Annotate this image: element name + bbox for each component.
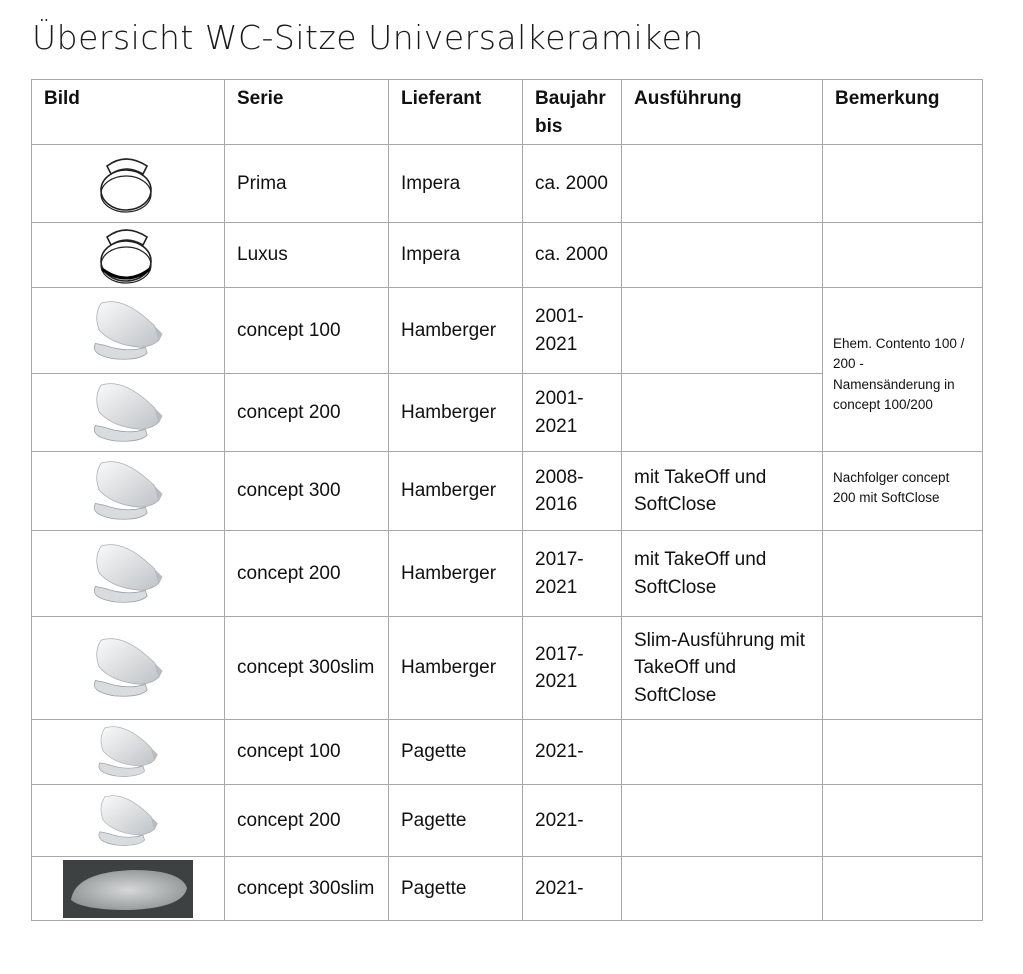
serie-cell: Luxus (225, 223, 389, 288)
ausfuehrung-cell: mit TakeOff und SoftClose (622, 531, 823, 617)
lieferant-cell: Hamberger (389, 374, 523, 452)
serie-cell: concept 100 (225, 288, 389, 374)
baujahr-cell: 2021- (523, 785, 622, 857)
table-row (32, 857, 983, 921)
table-row (32, 452, 983, 531)
header-lieferant: Lieferant (389, 80, 523, 145)
table-row (32, 145, 983, 223)
toilet-seat-photo-icon (32, 374, 225, 452)
table-row (32, 531, 983, 617)
header-row (32, 80, 983, 145)
bemerkung-cell (823, 531, 983, 617)
toilet-seat-photo-icon (32, 531, 225, 617)
header-baujahr: Baujahr bis (523, 80, 622, 145)
toilet-seat-photo-icon (32, 288, 225, 374)
bemerkung-cell (823, 145, 983, 223)
table-row (32, 288, 983, 374)
lieferant-cell: Hamberger (389, 452, 523, 531)
serie-cell: concept 100 (225, 720, 389, 785)
baujahr-cell: 2017-2021 (523, 531, 622, 617)
lieferant-cell: Impera (389, 223, 523, 288)
serie-cell: concept 300slim (225, 617, 389, 720)
bemerkung-cell (823, 223, 983, 288)
serie-cell: Prima (225, 145, 389, 223)
header-bild: Bild (32, 80, 225, 145)
bemerkung-cell: Nachfolger concept 200 mit SoftClose (823, 452, 983, 531)
lieferant-cell: Pagette (389, 720, 523, 785)
toilet-seat-sketch-icon (32, 223, 225, 288)
table-row (32, 617, 983, 720)
toilet-seat-photo-icon (32, 617, 225, 720)
bemerkung-cell (823, 720, 983, 785)
serie-cell: concept 200 (225, 531, 389, 617)
wc-seat-table (31, 79, 983, 921)
ausfuehrung-cell (622, 785, 823, 857)
table-row (32, 223, 983, 288)
lieferant-cell: Impera (389, 145, 523, 223)
toilet-seat-photo-icon (32, 720, 225, 785)
bemerkung-cell: Ehem. Contento 100 / 200 - Namensänderung in concept 100/200 (823, 288, 983, 452)
header-serie: Serie (225, 80, 389, 145)
header-bemerkung: Bemerkung (823, 80, 983, 145)
page-title: Übersicht WC-Sitze Universalkeramiken (32, 18, 704, 57)
lieferant-cell: Pagette (389, 857, 523, 921)
ausfuehrung-cell (622, 223, 823, 288)
lieferant-cell: Pagette (389, 785, 523, 857)
ausfuehrung-cell (622, 720, 823, 785)
ausfuehrung-cell (622, 288, 823, 374)
lieferant-cell: Hamberger (389, 531, 523, 617)
baujahr-cell: 2021- (523, 857, 622, 921)
baujahr-cell: 2021- (523, 720, 622, 785)
lieferant-cell: Hamberger (389, 617, 523, 720)
ausfuehrung-cell (622, 374, 823, 452)
serie-cell: concept 300 (225, 452, 389, 531)
lieferant-cell: Hamberger (389, 288, 523, 374)
serie-cell: concept 200 (225, 785, 389, 857)
toilet-seat-closed-photo-icon (32, 857, 225, 921)
toilet-seat-photo-icon (32, 785, 225, 857)
baujahr-cell: 2008-2016 (523, 452, 622, 531)
baujahr-cell: ca. 2000 (523, 223, 622, 288)
ausfuehrung-cell: mit TakeOff und SoftClose (622, 452, 823, 531)
table-row (32, 785, 983, 857)
ausfuehrung-cell: Slim-Ausführung mit TakeOff und SoftClose (622, 617, 823, 720)
baujahr-cell: 2001-2021 (523, 288, 622, 374)
bemerkung-cell (823, 785, 983, 857)
bemerkung-cell (823, 857, 983, 921)
serie-cell: concept 300slim (225, 857, 389, 921)
toilet-seat-photo-icon (32, 452, 225, 531)
toilet-seat-sketch-icon (32, 145, 225, 223)
baujahr-cell: ca. 2000 (523, 145, 622, 223)
baujahr-cell: 2017-2021 (523, 617, 622, 720)
baujahr-cell: 2001-2021 (523, 374, 622, 452)
serie-cell: concept 200 (225, 374, 389, 452)
table-row (32, 720, 983, 785)
ausfuehrung-cell (622, 145, 823, 223)
header-ausfuehrung: Ausführung (622, 80, 823, 145)
ausfuehrung-cell (622, 857, 823, 921)
bemerkung-cell (823, 617, 983, 720)
